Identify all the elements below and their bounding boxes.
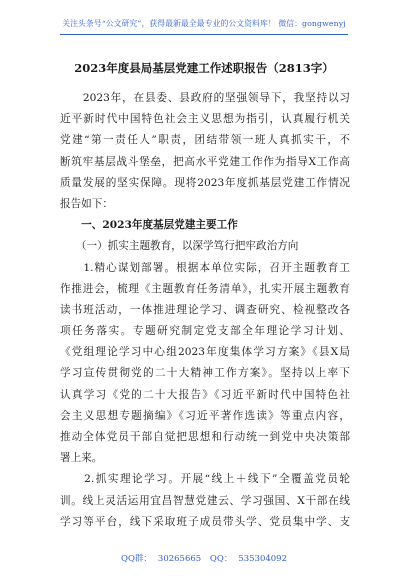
- body-text-line: 项任务落实。专题研究制定党支部全年理论学习计划、: [60, 325, 350, 338]
- qq-group-number: 30265665: [157, 554, 202, 564]
- body-text-line: 《党组理论学习中心组2023年度集体学习方案》《县X局: [60, 346, 350, 359]
- body-text-line: 认真学习《党的二十大报告》《习近平新时代中国特色社: [60, 388, 350, 401]
- body-text-line: 读书班活动，一体推进理论学习、调查研究、检视整改各: [60, 303, 350, 316]
- body-text-line: 报告如下：: [60, 197, 113, 210]
- body-text-line: 1.精心谋划部署。根据本单位实际，召开主题教育工: [60, 261, 350, 274]
- qq-group-label: QQ群：: [120, 554, 152, 564]
- body-text-line: 作推进会，梳理《主题教育任务清单》，扎实开展主题教育: [60, 282, 350, 295]
- body-text-line: 2023年，在县委、县政府的坚强领导下，我坚持以习: [60, 92, 350, 104]
- body-text-line: 党建“第一责任人”职责，团结带领一班人真抓实干，不: [60, 134, 350, 147]
- body-text-line: 学习等平台，线下采取班子成员带头学、党员集中学、支: [60, 515, 350, 528]
- body-text-line: 训。线上灵活运用宜昌智慧党建云、学习强国、X干部在线: [60, 494, 350, 507]
- header-banner: 关注头条号“公文研究”，获得最新最全最专业的公文资料库！ 微信：gongwenyj: [62, 19, 346, 28]
- body-text-line: （一）抓实主题教育，以深学笃行把牢政治方向: [60, 240, 299, 253]
- qq-label: QQ：: [209, 554, 233, 564]
- document-title: 2023年度县局基层党建工作述职报告（2813字）: [74, 61, 334, 75]
- body-text-line: 署上来。: [60, 452, 103, 465]
- qq-number: 535304092: [238, 554, 287, 564]
- section-heading: 一、2023年度基层党建主要工作: [60, 219, 238, 232]
- document-body: [60, 88, 350, 533]
- body-text-line: 学习宣传贯彻党的二十大精神工作方案》。坚持以上率下: [60, 367, 350, 380]
- body-text-line: 断筑牢基层战斗堡垒，把高水平党建工作作为指导X工作高: [60, 155, 350, 168]
- footer-contact: [0, 552, 408, 564]
- body-text-line: 2.抓实理论学习。开展“线上＋线下”全覆盖党员轮: [60, 473, 350, 486]
- body-text-line: 会主义思想专题摘编》《习近平著作选读》等重点内容，: [60, 409, 350, 422]
- body-text-line: 推动全体党员干部自觉把思想和行动统一到党中央决策部: [60, 431, 350, 443]
- body-text-line: 质量发展的坚实保障。现将2023年度抓基层党建工作情况: [60, 176, 350, 189]
- header-divider: [60, 34, 348, 35]
- body-text-line: 近平新时代中国特色社会主义思想为指引，认真履行机关: [60, 113, 350, 126]
